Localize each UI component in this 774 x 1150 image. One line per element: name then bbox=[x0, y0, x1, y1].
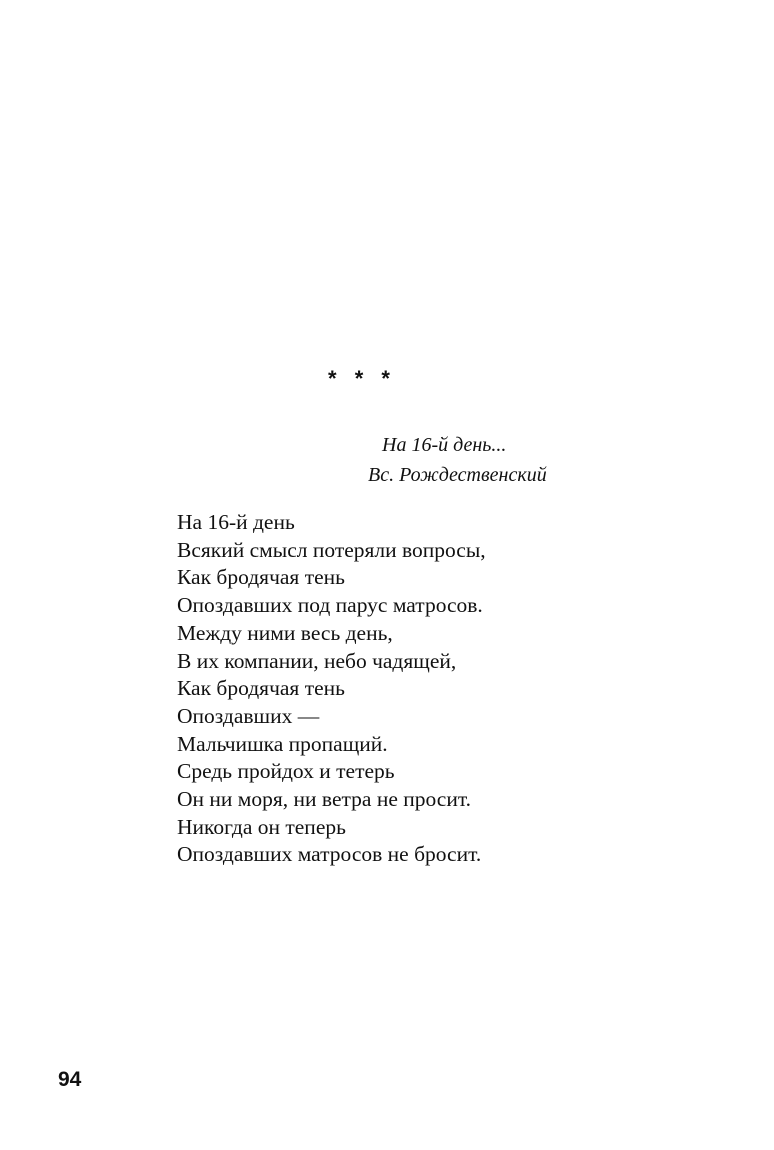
poem-line: Опоздавших — bbox=[177, 703, 320, 728]
poem-line: Опоздавших матросов не бросит. bbox=[177, 842, 482, 867]
page-number: 94 bbox=[58, 1068, 82, 1091]
poem-line: Никогда он теперь bbox=[177, 814, 346, 839]
poem-line: Он ни моря, ни ветра не просит. bbox=[177, 787, 471, 812]
poem-line: Между ними весь день, bbox=[177, 620, 393, 645]
poem-line: В их компании, небо чадящей, bbox=[177, 648, 457, 673]
poem-line: Как бродячая тень bbox=[177, 565, 345, 590]
section-separator: * * * bbox=[328, 366, 396, 391]
epigraph bbox=[360, 430, 620, 490]
poem-line: Как бродячая тень bbox=[177, 676, 345, 701]
epigraph-quote: На 16-й день... bbox=[382, 434, 507, 456]
poem-line: Всякий смысл потеряли вопросы, bbox=[177, 537, 486, 562]
poem-line: Мальчишка пропащий. bbox=[177, 731, 388, 756]
poem-line: Средь пройдох и тетерь bbox=[177, 759, 395, 784]
poem-body bbox=[177, 509, 677, 869]
poem-line: Опоздавших под парус матросов. bbox=[177, 593, 483, 618]
epigraph-author: Вс. Рождественский bbox=[368, 464, 547, 486]
poem-line: На 16-й день bbox=[177, 510, 295, 534]
